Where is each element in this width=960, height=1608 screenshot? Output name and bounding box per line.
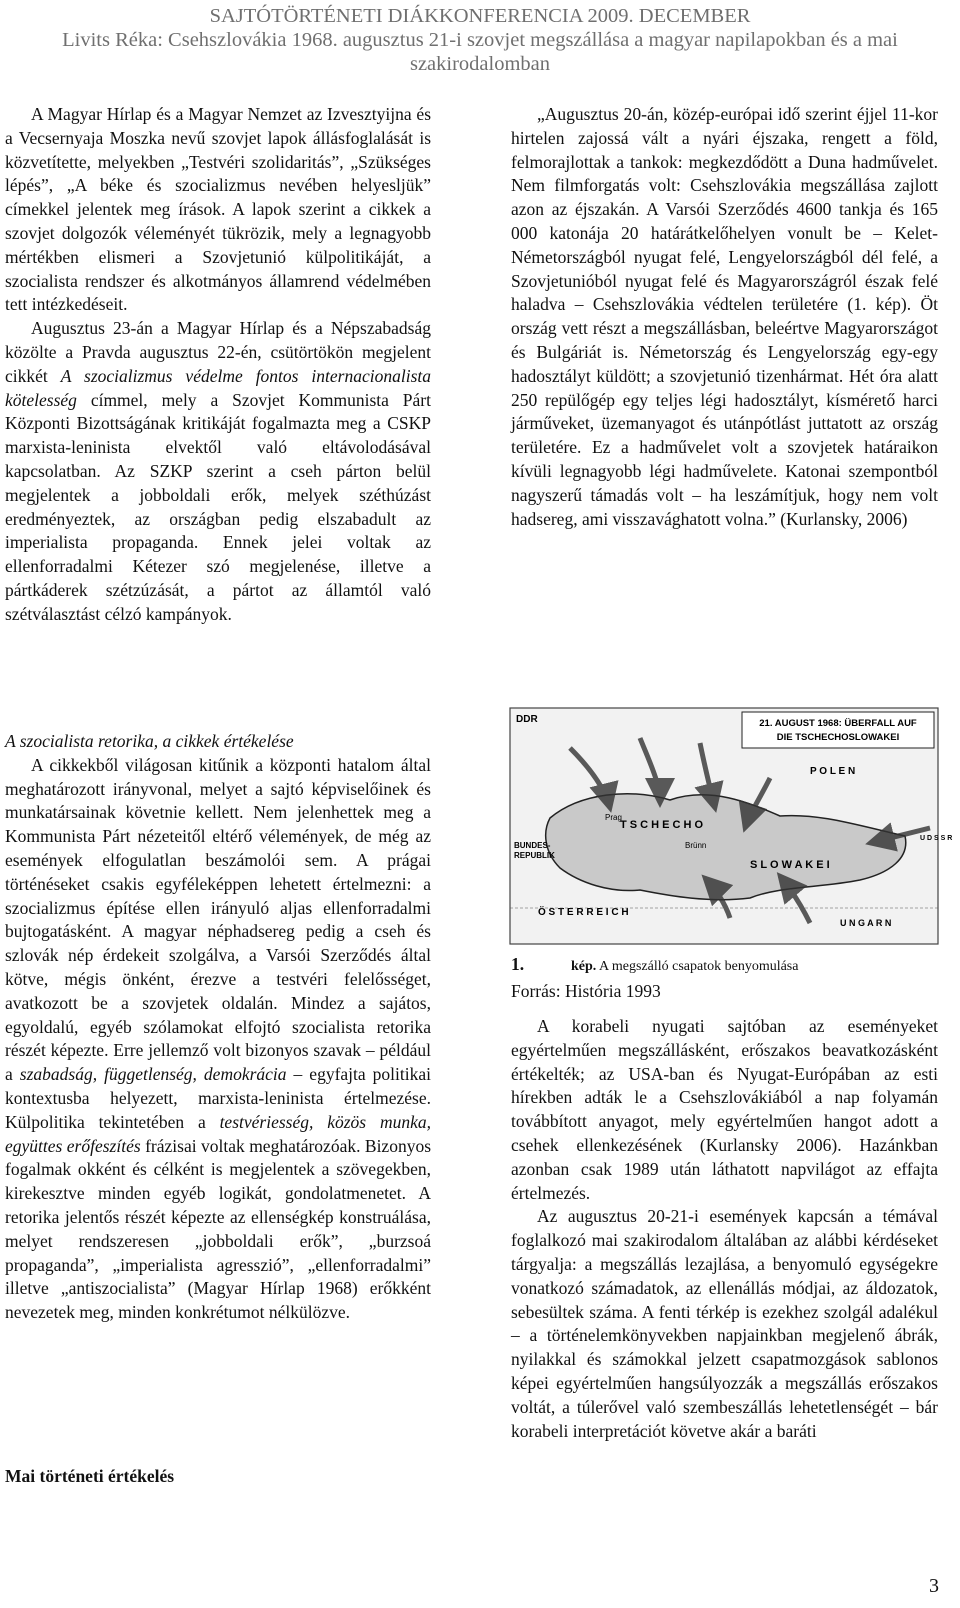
article-title: Livits Réka: Csehszlovákia 1968. augusztus 21-i szovjet megszállása a magyar napilapokban és a mai bbox=[62, 29, 898, 51]
map-label-polen: P O L E N bbox=[810, 766, 856, 777]
map-label-tschecho: T S C H E C H O bbox=[620, 819, 704, 831]
map-label-udssr: U D S S R bbox=[920, 835, 953, 842]
map-label-brd-2: REPUBLIK bbox=[514, 851, 555, 860]
right-column-bottom bbox=[511, 1015, 938, 1443]
conference-title: SAJTÓTÖRTÉNETI DIÁKKONFERENCIA 2009. DECEMBER bbox=[209, 5, 751, 27]
figure-caption bbox=[511, 952, 798, 1003]
text-run: A cikkekből világosan kitűnik a központi hatalom által meghatározott irányvonal, melyet a sajtó képviselőinek és munkatársainak követnie kellett. Nem jelenhettek meg a Kommunista Párt nézeteitől eltérő vélemények, de még az események elfogulatlan beszámolói sem. A prágai történéseket csakis egyféleképpen lehetett értelmezni: a szocializmus építése ellen irányuló aljas ellenforradalmi bujtogatásként. A magyar néphadsereg pedig a cseh és szlovák nép érdekeit szolgálva, a Varsói Szerződés által kötve, mégis önként, érezve a testvéri felelősséget, avatkozott be a szovjetek oldalán. Mindez a sajátos, egyoldalú, egyéb szólamokat elfojtó szocialista retorika részét képezte. Erre jellemző volt bizonyos szavak – például a bbox=[5, 754, 431, 1085]
page-number: 3 bbox=[929, 1575, 939, 1597]
figure-caption-text: A megszálló csapatok benyomulása bbox=[596, 959, 799, 974]
paragraph: A korabeli nyugati sajtóban az eseményeket egyértelműen megszállásként, erőszakos beavatkozásként értékelték; az USA-ban és Nyugat-Európában az esti hírekben adták le a Csehszlovákiából a nap folyamán továbbított anyagot, mely egyértelműen hangot adott a csehek ellenkezésének (Kurlansky 2006). Hazánkban azonban csak 1989 után láthatott napvilágot az effajta értelmezés. bbox=[511, 1016, 938, 1203]
map-city-brunn: Brünn bbox=[685, 841, 707, 850]
left-column-top bbox=[5, 103, 431, 627]
map-title-line2: DIE TSCHECHOSLOWAKEI bbox=[776, 732, 900, 743]
figure-number: 1. bbox=[511, 954, 525, 974]
paragraph: A Magyar Hírlap és a Magyar Nemzet az Izvesztyijna és a Vecsernyaja Moszka nevű szovjet lapok állásfoglalását is közvetítette, melyekben „Testvéri szolidaritás”, „Szükséges lépés”, „A béke és szocializmus nevében helyesljük” címekkel jelentek meg írások. A lapok szerint a cikkek a szovjet dolgozók véleményét tükrözik, mely a legnagyobb mértékben elismeri a Szovjetunió külpolitikáját, a szocialista rendszer és alkotmányos államrend védelmében tett intézkedéseit. bbox=[5, 104, 431, 315]
map-label-slowakei: S L O W A K E I bbox=[750, 859, 830, 871]
article-title-continued: szakirodalomban bbox=[409, 53, 551, 75]
left-column-bottom bbox=[5, 730, 431, 1325]
map-label-ddr: DDR bbox=[516, 714, 538, 725]
map-title-line1: 21. AUGUST 1968: ÜBERFALL AUF bbox=[759, 718, 917, 729]
section-heading: Mai történeti értékelés bbox=[5, 1466, 175, 1486]
text-run: címmel, mely a Szovjet Kommunista Párt Központi Bizottságának kritikáját fogalmazta meg a CSKP marxista-leninista elvektől való eltávolodásával kapcsolatban. Az SZKP szerint a cseh párton belül megjelentek a jobboldali erők, melyek széthúzást eredményeztek, az országban pedig elszabadult az imperialista propaganda. Ennek jelei voltak az ellenforradalmi Kétezer szó megjelenése, illetve a pártkáderek szétzúzását, a pártot az államtól való szétválasztást célzó kampányok. bbox=[5, 389, 431, 624]
paragraph bbox=[5, 317, 431, 626]
map-city-prag: Prag bbox=[605, 813, 622, 822]
italic-phrase: testvériesség, közös munka, együttes erőfeszítés bbox=[5, 1111, 431, 1156]
map-label-ungarn: U N G A R N bbox=[840, 918, 892, 928]
article-title-italic: A szocializmus védelme fontos internacionalista kötelesség bbox=[5, 365, 431, 410]
text-run: Augusztus 23-án a Magyar Hírlap és a Népszabadság közölte a Pravda augusztus 22-én, csütörtökön megjelent cikkét bbox=[5, 318, 431, 386]
quote-paragraph: „Augusztus 20-án, közép-európai idő szerint éjjel 11-kor hirtelen zajossá vált a nyári éjszaka, rengett a föld, felmorajlottak a tankok: megkezdődött a Duna hadművelet. Nem filmforgatás volt: Csehszlovákia megszállása zajlott azon az éjszakán. A Varsói Szerződés 4600 tankja és 165 000 katonája 20 határátkelőhelyen vonult be – Kelet-Németországból nyugat felé, Lengyelországból dél felé, a Szovjetunióból nyugat felé és Magyarországról észak felé haladva – Csehszlovákia védtelen területére (1. kép). Öt ország vett részt a megszállásban, beleértve Magyarországot és Bulgáriát is. Németország és Lengyelország egy-egy hadosztályt küldött; a szovjetunió tizenhármat. Hét óra alatt 250 repülőgép egy teljes légi hadosztályt, kísmérető harci járműveket, üzemanyagot és utánpótlást juttatott az ország területére. Ez a hadművelet volt a szovjetek határaikon kívüli legnagyobb légi hadművelete. Katonai szempontból nagyszerű támadás volt – ha leszámítjuk, hogy nem volt hadsereg, ami visszavághatott volna.” (Kurlansky, 2006) bbox=[511, 104, 938, 529]
text-run: frázisai voltak meghatározóak. Bizonyos fogalmak okként és célként is megjelentek a szövegekben, kirekesztve minden egyéb logikát, gondolatmenetet. A retorika jelentős részét képezte az ellenségkép konstruálása, melyet rendszeresen „jobboldali erők”, „burzsoá propaganda”, „imperialista agresszió”, „ellenforradalmi” illetve „antiszocialista” (Magyar Hírlap 1968) erőkként nevezetek meg, minden konkrétumot nélkülözve. bbox=[5, 1135, 432, 1323]
paragraph: Az augusztus 20-21-i események kapcsán a témával foglalkozó mai szakirodalom általában az alábbi kérdéseket tárgyalja: a megszállás lezajlása, a benyomuló egységekre vonatkozó számadatok, az ellenállás módjai, az áldozatok, sebesültek száma. A fenti térkép is ezekhez szolgál adalékul – a történelemkönyvekben napjainkban megjelenő ábrák, nyilakkal és számokkal jelzett csapatmozgások sablonos képei egyértelműen hangsúlyozzák a megszállás erőszakos voltát, a túlerővel való szembeszállás lehetetlenségét – bár korabeli interpretációt követve akár a baráti bbox=[511, 1206, 938, 1441]
invasion-map bbox=[510, 708, 953, 944]
page-header bbox=[0, 4, 960, 76]
section-subtitle: A szocialista retorika, a cikkek értékelése bbox=[5, 731, 294, 751]
figure-source: Forrás: História 1993 bbox=[511, 981, 661, 1001]
text-run: – egyfajta politikai kontextusba helyezett, marxista-leninista értelmezése. Külpolitika tekintetében a bbox=[5, 1064, 431, 1132]
map-label-brd: BUNDES- bbox=[514, 841, 551, 850]
map-label-osterreich: Ö S T E R R E I C H bbox=[538, 907, 629, 918]
right-column-top bbox=[511, 103, 938, 531]
italic-phrase: szabadság, függetlenség, demokrácia bbox=[19, 1064, 287, 1085]
figure-label: kép. bbox=[571, 959, 597, 974]
paragraph bbox=[5, 754, 431, 1325]
